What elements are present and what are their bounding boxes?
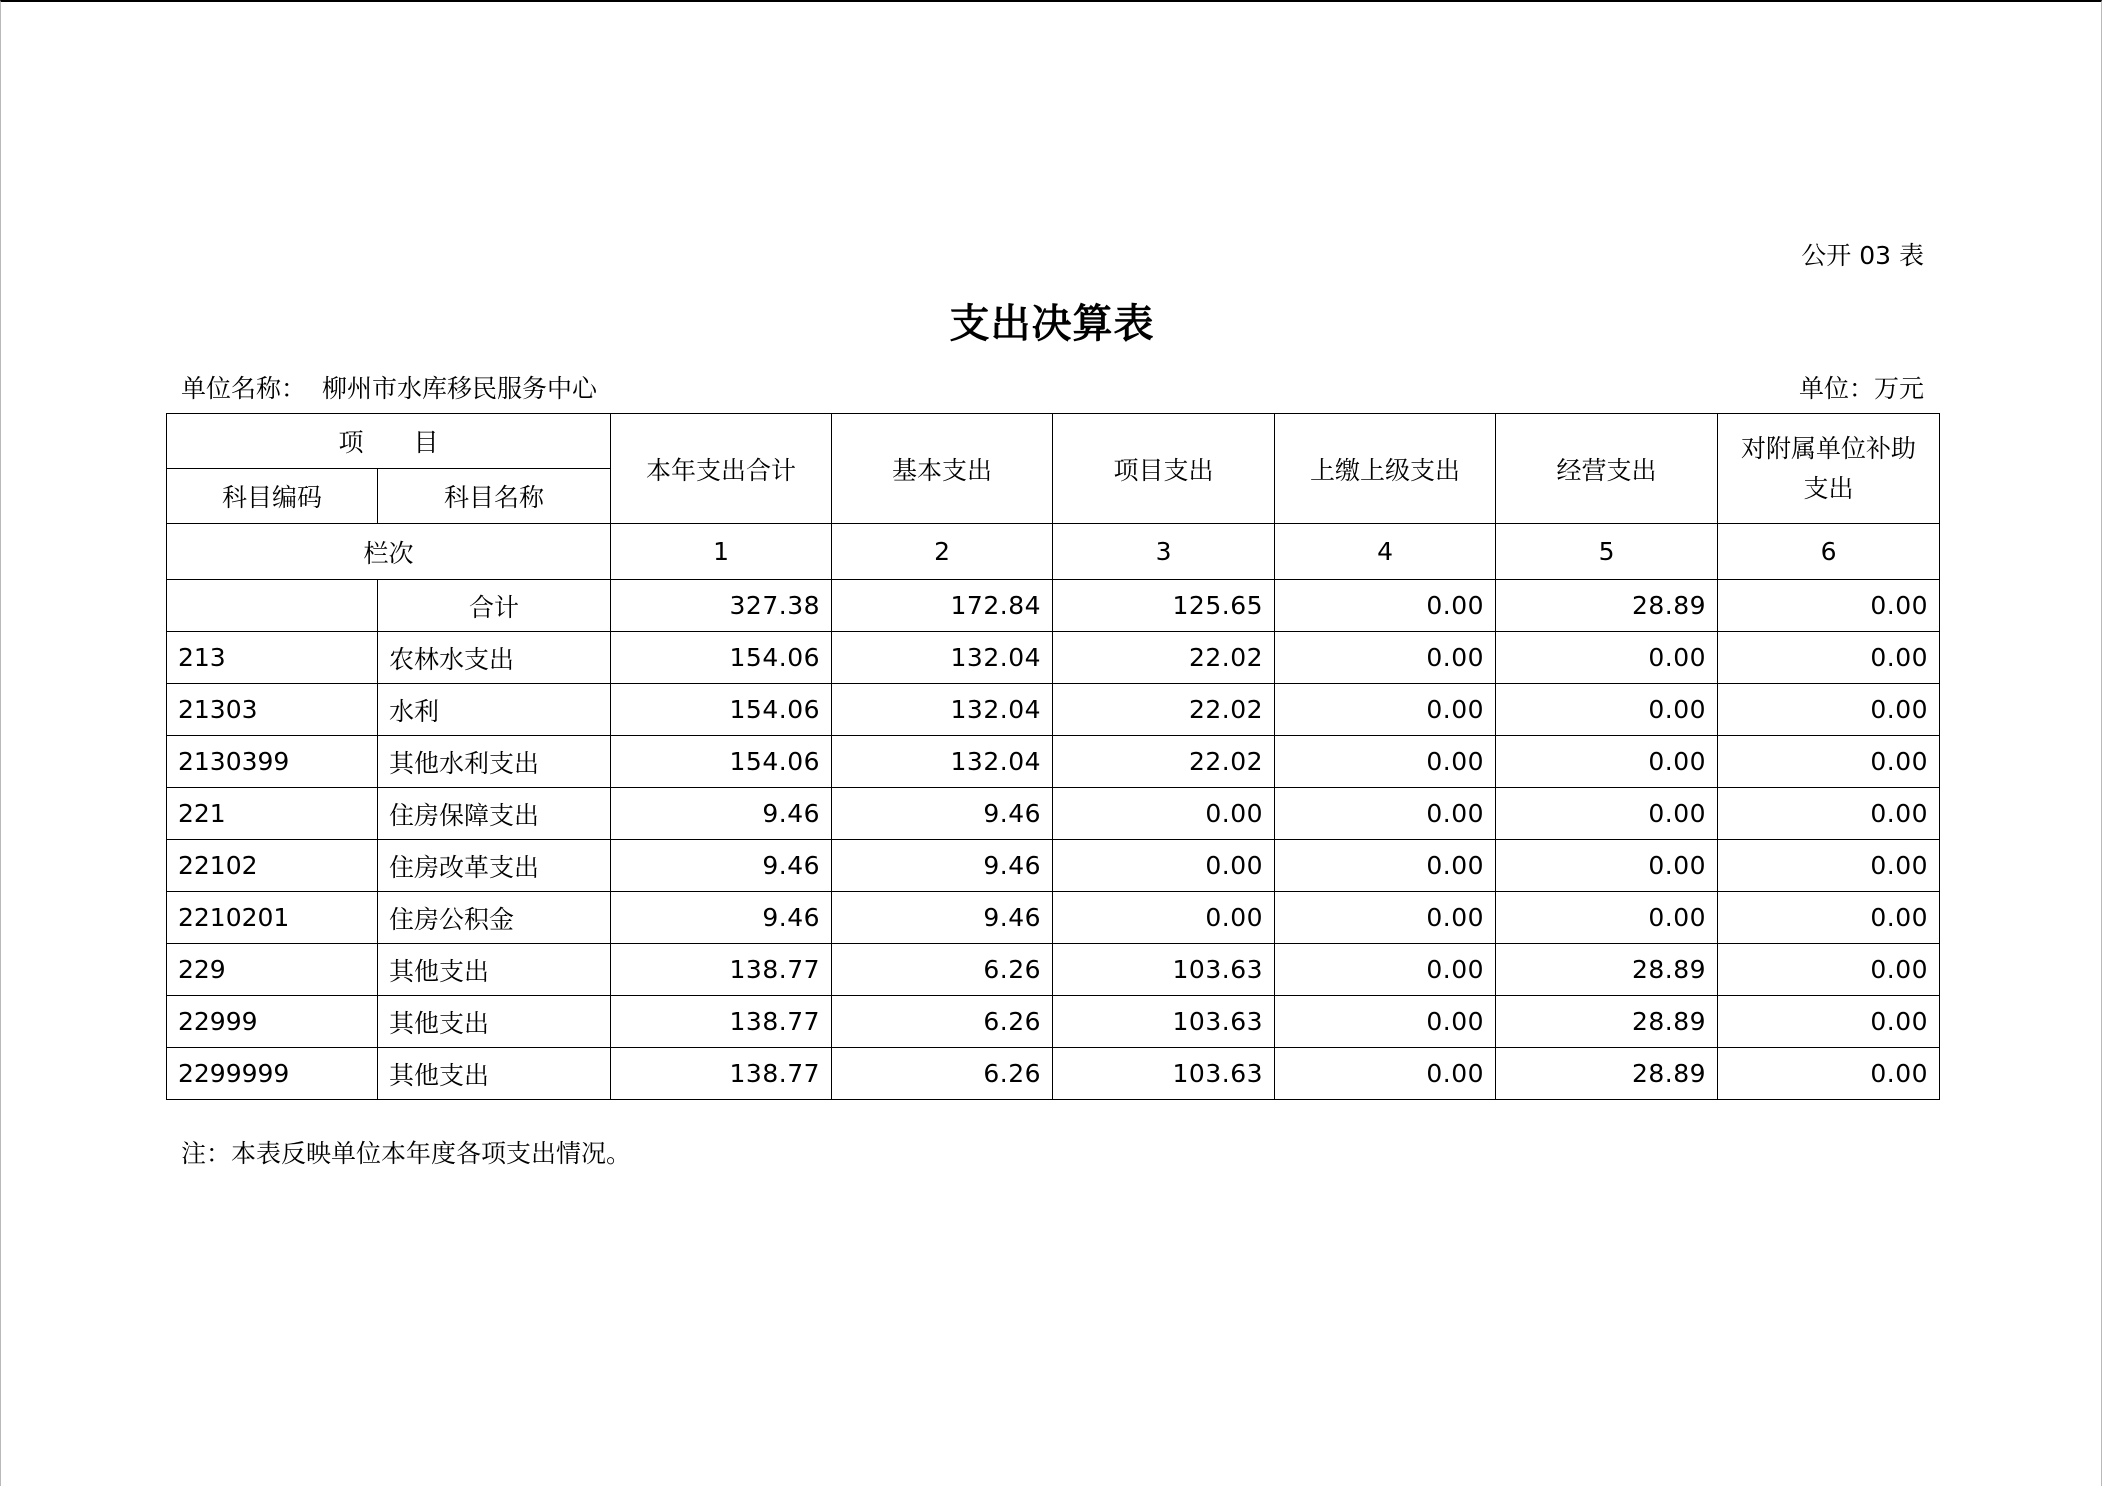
cell-value: 0.00 bbox=[1718, 996, 1940, 1048]
cell-name: 住房保障支出 bbox=[378, 788, 611, 840]
table-row bbox=[167, 788, 1940, 840]
cell-value: 0.00 bbox=[1053, 892, 1275, 944]
cell-code: 213 bbox=[167, 632, 378, 684]
cell-value: 0.00 bbox=[1275, 944, 1496, 996]
column-number: 1 bbox=[611, 524, 832, 580]
cell-value: 9.46 bbox=[832, 788, 1053, 840]
cell-value: 9.46 bbox=[611, 788, 832, 840]
page-title: 支出决算表 bbox=[949, 301, 1155, 347]
column-number: 6 bbox=[1718, 524, 1940, 580]
table-row bbox=[167, 684, 1940, 736]
cell-value: 28.89 bbox=[1496, 580, 1718, 632]
cell-name: 其他支出 bbox=[378, 944, 611, 996]
unit-measure: 单位：万元 bbox=[1798, 374, 1924, 403]
cell-value: 6.26 bbox=[832, 996, 1053, 1048]
row-label: 栏次 bbox=[167, 524, 611, 580]
cell-value: 0.00 bbox=[1275, 840, 1496, 892]
header-col5: 经营支出 bbox=[1496, 414, 1718, 524]
cell-value: 154.06 bbox=[611, 736, 832, 788]
unit-name-value: 柳州市水库移民服务中心 bbox=[322, 374, 598, 403]
header-col6: 对附属单位补助支出 bbox=[1718, 414, 1940, 524]
cell-value: 0.00 bbox=[1275, 788, 1496, 840]
cell-value: 22.02 bbox=[1053, 736, 1275, 788]
cell-value: 9.46 bbox=[832, 892, 1053, 944]
cell-value: 132.04 bbox=[832, 632, 1053, 684]
cell-value: 0.00 bbox=[1718, 736, 1940, 788]
cell-value: 0.00 bbox=[1275, 580, 1496, 632]
cell-value: 0.00 bbox=[1275, 996, 1496, 1048]
table-row bbox=[167, 1048, 1940, 1100]
cell-code: 22102 bbox=[167, 840, 378, 892]
cell-name: 住房改革支出 bbox=[378, 840, 611, 892]
cell-value: 0.00 bbox=[1718, 684, 1940, 736]
cell-value: 0.00 bbox=[1718, 1048, 1940, 1100]
cell-value: 0.00 bbox=[1275, 632, 1496, 684]
cell-value: 132.04 bbox=[832, 684, 1053, 736]
cell-value: 28.89 bbox=[1496, 944, 1718, 996]
cell-value: 0.00 bbox=[1053, 840, 1275, 892]
cell-value: 132.04 bbox=[832, 736, 1053, 788]
cell-value: 138.77 bbox=[611, 996, 832, 1048]
cell-value: 172.84 bbox=[832, 580, 1053, 632]
cell-value: 0.00 bbox=[1718, 840, 1940, 892]
cell-value: 0.00 bbox=[1496, 788, 1718, 840]
cell-name: 其他支出 bbox=[378, 996, 611, 1048]
cell-value: 0.00 bbox=[1718, 632, 1940, 684]
unit-name-line bbox=[181, 369, 597, 405]
cell-value: 0.00 bbox=[1496, 736, 1718, 788]
table-row bbox=[167, 996, 1940, 1048]
cell-value: 0.00 bbox=[1496, 632, 1718, 684]
header-code: 科目编码 bbox=[167, 469, 378, 524]
form-code: 公开 03 表 bbox=[1801, 241, 1924, 270]
table-row-total bbox=[167, 580, 1940, 632]
column-number-row bbox=[167, 524, 1940, 580]
cell-value: 138.77 bbox=[611, 944, 832, 996]
cell-name: 住房公积金 bbox=[378, 892, 611, 944]
cell-value: 22.02 bbox=[1053, 632, 1275, 684]
cell-name: 其他支出 bbox=[378, 1048, 611, 1100]
cell-name: 水利 bbox=[378, 684, 611, 736]
table-row bbox=[167, 840, 1940, 892]
cell-value: 103.63 bbox=[1053, 1048, 1275, 1100]
column-number: 3 bbox=[1053, 524, 1275, 580]
cell-value: 0.00 bbox=[1718, 944, 1940, 996]
header-col4: 上缴上级支出 bbox=[1275, 414, 1496, 524]
column-number: 4 bbox=[1275, 524, 1496, 580]
cell-value: 0.00 bbox=[1275, 736, 1496, 788]
header-name: 科目名称 bbox=[378, 469, 611, 524]
table-row bbox=[167, 944, 1940, 996]
column-number: 5 bbox=[1496, 524, 1718, 580]
cell-code: 2210201 bbox=[167, 892, 378, 944]
cell-value: 0.00 bbox=[1275, 1048, 1496, 1100]
cell-value: 0.00 bbox=[1275, 684, 1496, 736]
table-row bbox=[167, 892, 1940, 944]
column-number: 2 bbox=[832, 524, 1053, 580]
cell-code: 229 bbox=[167, 944, 378, 996]
cell-value: 154.06 bbox=[611, 632, 832, 684]
table-row bbox=[167, 736, 1940, 788]
cell-value: 154.06 bbox=[611, 684, 832, 736]
table-row bbox=[167, 632, 1940, 684]
table-note: 注：本表反映单位本年度各项支出情况。 bbox=[181, 1139, 632, 1168]
cell-value: 0.00 bbox=[1718, 580, 1940, 632]
cell-code: 2299999 bbox=[167, 1048, 378, 1100]
cell-value: 103.63 bbox=[1053, 944, 1275, 996]
header-item: 项 目 bbox=[167, 414, 611, 469]
cell-value: 0.00 bbox=[1496, 892, 1718, 944]
cell-value: 103.63 bbox=[1053, 996, 1275, 1048]
header-col2: 基本支出 bbox=[832, 414, 1053, 524]
cell-value: 9.46 bbox=[611, 840, 832, 892]
unit-name-label: 单位名称： bbox=[181, 374, 307, 403]
cell-value: 6.26 bbox=[832, 944, 1053, 996]
cell-value: 125.65 bbox=[1053, 580, 1275, 632]
cell-value: 28.89 bbox=[1496, 996, 1718, 1048]
cell-code: 2130399 bbox=[167, 736, 378, 788]
header-col3: 项目支出 bbox=[1053, 414, 1275, 524]
cell-value: 9.46 bbox=[611, 892, 832, 944]
cell-value: 6.26 bbox=[832, 1048, 1053, 1100]
cell-value: 138.77 bbox=[611, 1048, 832, 1100]
cell-value: 0.00 bbox=[1718, 788, 1940, 840]
cell-code: 22999 bbox=[167, 996, 378, 1048]
cell-value: 0.00 bbox=[1496, 684, 1718, 736]
cell-value: 0.00 bbox=[1053, 788, 1275, 840]
expenditure-table bbox=[166, 413, 1940, 1100]
cell-value: 22.02 bbox=[1053, 684, 1275, 736]
cell-value: 0.00 bbox=[1496, 840, 1718, 892]
cell-value: 9.46 bbox=[832, 840, 1053, 892]
cell-name: 合计 bbox=[378, 580, 611, 632]
cell-value: 0.00 bbox=[1718, 892, 1940, 944]
cell-value: 28.89 bbox=[1496, 1048, 1718, 1100]
cell-code: 221 bbox=[167, 788, 378, 840]
cell-name: 农林水支出 bbox=[378, 632, 611, 684]
header-col1: 本年支出合计 bbox=[611, 414, 832, 524]
cell-value: 0.00 bbox=[1275, 892, 1496, 944]
cell-code: 21303 bbox=[167, 684, 378, 736]
cell-name: 其他水利支出 bbox=[378, 736, 611, 788]
cell-value: 327.38 bbox=[611, 580, 832, 632]
cell-code bbox=[167, 580, 378, 632]
header-row-1 bbox=[167, 414, 1940, 469]
